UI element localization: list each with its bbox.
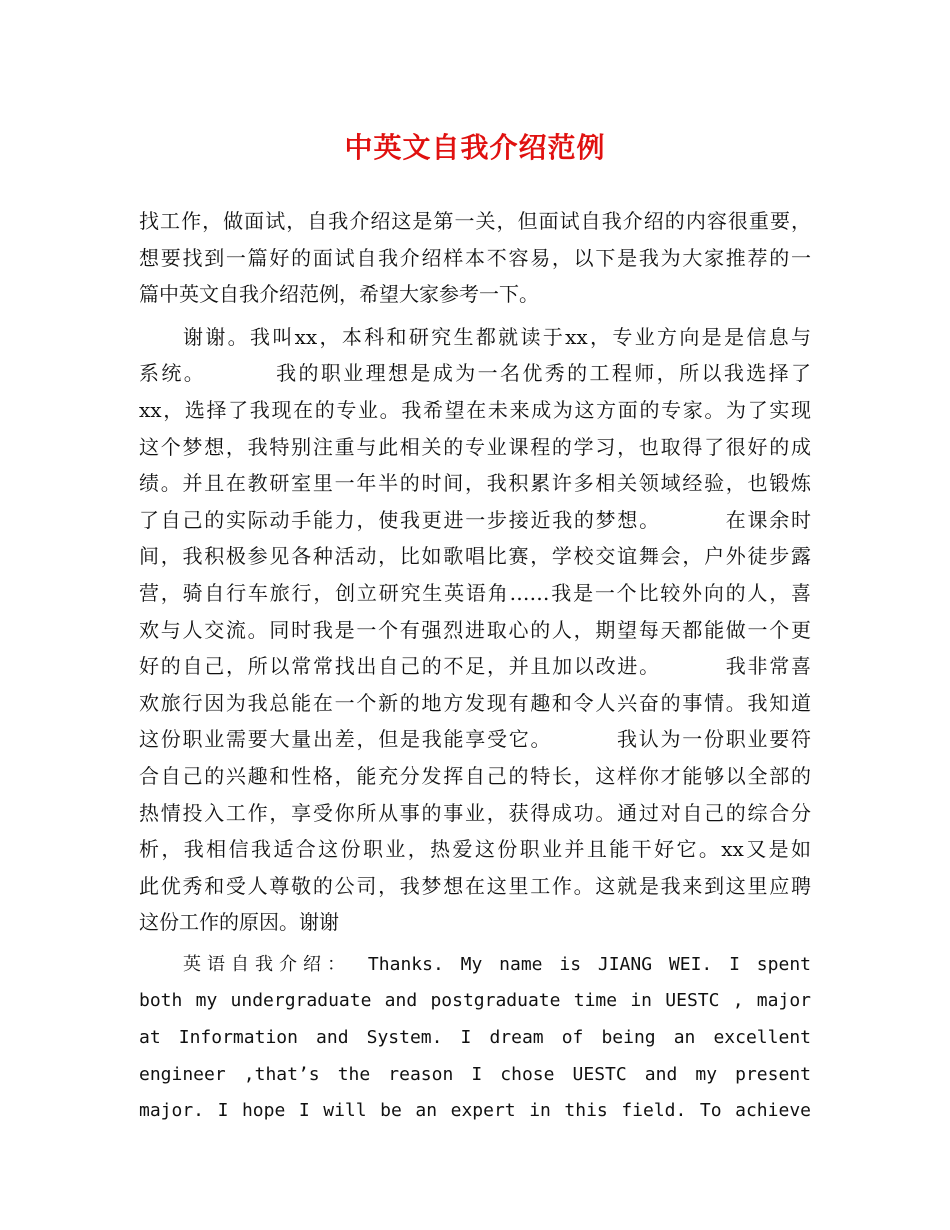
paragraph-line: major. I hope I will be an expert in this field. To achieve <box>139 1100 811 1122</box>
paragraph-line: xx，选择了我现在的专业。我希望在未来成为这方面的专家。为了实现 <box>139 397 811 422</box>
chinese-self-introduction <box>139 319 811 941</box>
paragraph-line: 这份工作的原因。谢谢 <box>139 910 339 935</box>
paragraph-line: 绩。并且在教研室里一年半的时间，我积累许多相关领域经验，也锻炼 <box>139 471 811 496</box>
paragraph-line: 合自己的兴趣和性格，能充分发挥自己的特长，这样你才能够以全部的 <box>139 763 811 788</box>
paragraph-line: 谢谢。我叫xx，本科和研究生都就读于xx，专业方向是是信息与 <box>183 324 811 349</box>
paragraph-line: at Information and System. I dream of being an excellent <box>139 1027 811 1049</box>
paragraph-line: 间，我积极参见各种活动，比如歌唱比赛，学校交谊舞会，户外徒步露 <box>139 544 811 569</box>
paragraph-line: 了自己的实际动手能力，使我更进一步接近我的梦想。 在课余时 <box>139 507 811 532</box>
paragraph-line: 这份职业需要大量出差，但是我能享受它。 我认为一份职业要符 <box>139 727 811 752</box>
paragraph-line: 找工作，做面试，自我介绍这是第一关，但面试自我介绍的内容很重要， <box>139 209 811 233</box>
paragraph-line: 营，骑自行车旅行，创立研究生英语角……我是一个比较外向的人，喜 <box>139 580 811 605</box>
paragraph-line: 欢与人交流。同时我是一个有强烈进取心的人，期望每天都能做一个更 <box>139 617 811 642</box>
paragraph-line: engineer ,that’s the reason I chose UESTC and my present <box>139 1063 811 1085</box>
intro-paragraph <box>139 203 811 313</box>
paragraph-line: 欢旅行因为我总能在一个新的地方发现有趣和令人兴奋的事情。我知道 <box>139 690 811 715</box>
english-self-introduction <box>139 947 811 1130</box>
paragraph-line: 系统。 我的职业理想是成为一名优秀的工程师，所以我选择了 <box>139 361 811 386</box>
document-body <box>139 203 811 1130</box>
paragraph-line: 好的自己，所以常常找出自己的不足，并且加以改进。 我非常喜 <box>139 654 811 679</box>
paragraph-line: both my undergraduate and postgraduate time in UESTC , major <box>139 990 811 1012</box>
document-title: 中英文自我介绍范例 <box>344 131 606 164</box>
paragraph-line: 热情投入工作，享受你所从事的事业，获得成功。通过对自己的综合分 <box>139 800 811 825</box>
paragraph-line: 想要找到一篇好的面试自我介绍样本不容易，以下是我为大家推荐的一 <box>139 245 811 270</box>
paragraph-line: 析，我相信我适合这份职业，热爱这份职业并且能干好它。xx又是如 <box>139 837 811 862</box>
paragraph-line: 这个梦想，我特别注重与此相关的专业课程的学习，也取得了很好的成 <box>139 434 811 459</box>
paragraph-line: 英语自我介绍： Thanks. My name is JIANG WEI. I spent <box>183 953 811 975</box>
paragraph-line: 此优秀和受人尊敬的公司，我梦想在这里工作。这就是我来到这里应聘 <box>139 873 811 898</box>
paragraph-line: 篇中英文自我介绍范例，希望大家参考一下。 <box>139 282 539 307</box>
